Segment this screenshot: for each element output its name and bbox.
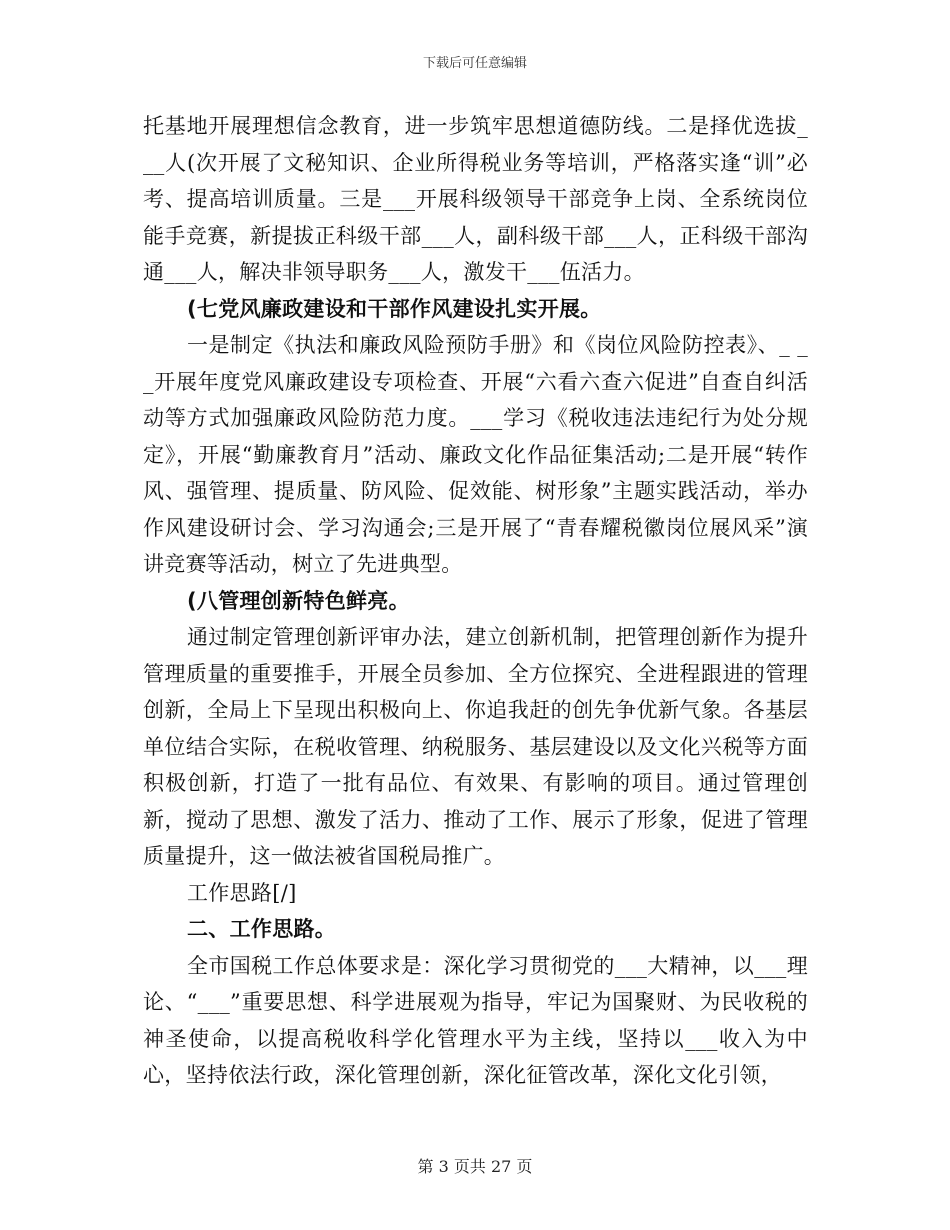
document-body xyxy=(143,108,808,1094)
paragraph-party-conduct: 一是制定《执法和廉政风险预防手册》和《岗位风险防控表》、_ __开展年度党风廉政建设专项检查、开展“六看六查六促进”自查自纠活动等方式加强廉政风险防范力度。___学习《税收违法违纪行为处分规定》，开展“勤廉教育月”活动、廉政文化作品征集活动;二是开展“转作风、强管理、提质量、防风险、促效能、树形象”主题实践活动，举办作风建设研讨会、学习沟通会;三是开展了“青春耀税徽岗位展风采”演讲竞赛等活动，树立了先进典型。 xyxy=(143,333,808,576)
page-number-footer: 第 3 页共 27 页 xyxy=(417,1157,533,1176)
paragraph-management-innovation: 通过制定管理创新评审办法，建立创新机制，把管理创新作为提升管理质量的重要推手，开展全员参加、全方位探究、全进程跟进的管理创新，全局上下呈现出积极向上、你追我赶的创先争优新气象。各基层单位结合实际，在税收管理、纳税服务、基层建设以及文化兴税等方面积极创新，打造了一批有品位、有效果、有影响的项目。通过管理创新，搅动了思想、激发了活力、推动了工作、展示了形象，促进了管理质量提升，这一做法被省国税局推广。 xyxy=(143,625,808,868)
paragraph-talent-selection: 托基地开展理想信念教育，进一步筑牢思想道德防线。二是择优选拔_ __人(次开展了文秘知识、企业所得税业务等培训，严格落实逢“训”必考、提高培训质量。三是___开展科级领导干部竞争上岗、全系统岗位能手竞赛，新提拔正科级干部___人，副科级干部___人，正科级干部沟通___人，解决非领导职务___人，激发干___伍活力。 xyxy=(143,114,808,284)
paragraph-work-ideas-link: 工作思路[/] xyxy=(187,880,297,905)
section-heading-work-ideas: 二、工作思路。 xyxy=(187,917,337,941)
paragraph-overall-requirements: 全市国税工作总体要求是：深化学习贯彻党的___大精神，以___理论、“___”重要思想、科学进展观为指导，牢记为国聚财、为民收税的神圣使命，以提高税收科学化管理水平为主线，坚持以___收入为中心，坚持依法行政，深化管理创新，深化征管改革，深化文化引领， xyxy=(143,953,808,1087)
page-header: 下载后可任意编辑 xyxy=(422,56,527,71)
section-heading-party-conduct: (七党风廉政建设和干部作风建设扎实开展。 xyxy=(187,296,602,321)
section-heading-management-innovation: (八管理创新特色鲜亮。 xyxy=(187,588,410,613)
